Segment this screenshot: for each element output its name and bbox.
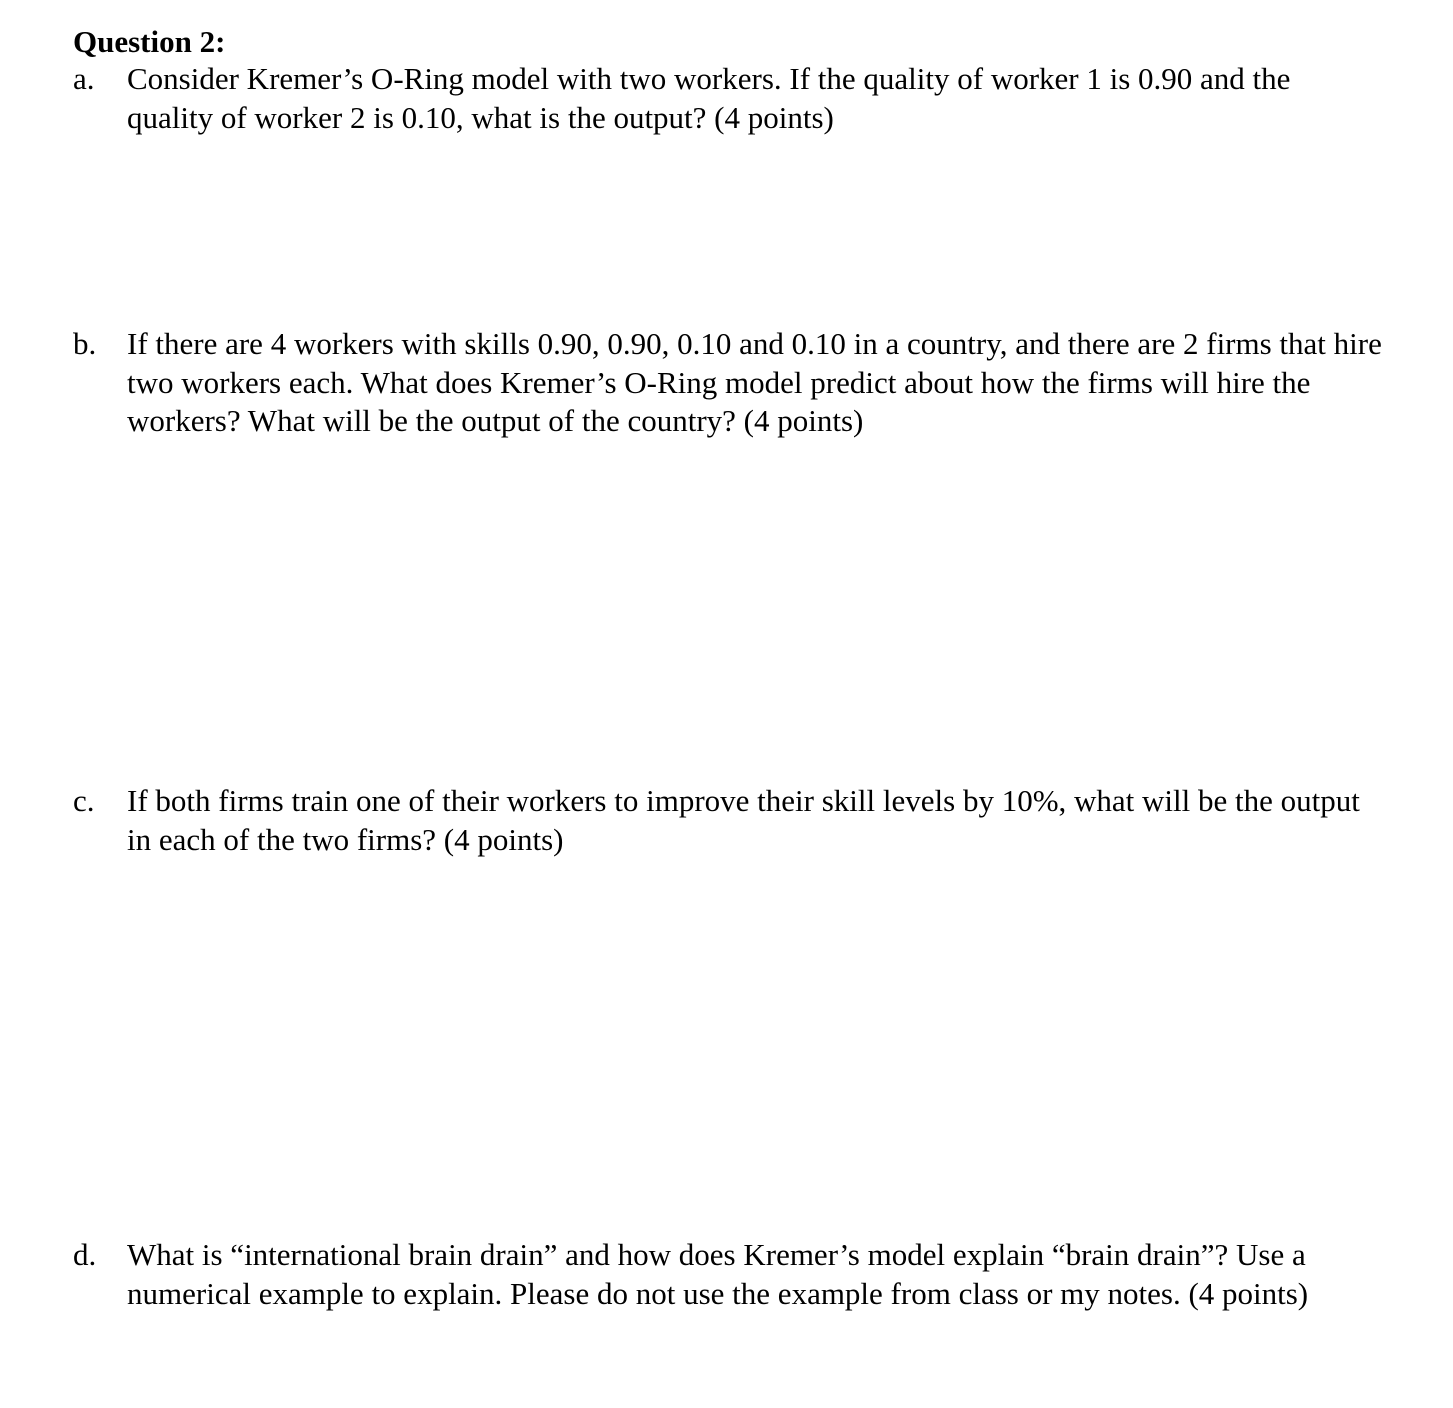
part-b-label: b.	[73, 326, 97, 361]
part-c-label: c.	[73, 783, 95, 818]
part-d-text: What is “international brain drain” and how does Kremer’s model explain “brain drain”? Use a numerical example to explain. Please do not use the example from class or my notes. (4 points)	[127, 1237, 1309, 1311]
question-part-a	[73, 60, 1383, 137]
part-c-text: If both firms train one of their workers to improve their skill levels by 10%, what will be the output in each of the two firms? (4 points)	[127, 783, 1360, 857]
part-a-label: a.	[73, 61, 95, 96]
part-d-label: d.	[73, 1237, 97, 1272]
part-a-text: Consider Kremer’s O-Ring model with two workers. If the quality of worker 1 is 0.90 and the quality of worker 2 is 0.10, what is the output? (4 points)	[127, 61, 1291, 135]
question-heading: Question 2:	[73, 24, 226, 59]
question-part-b	[73, 325, 1383, 441]
part-b-text: If there are 4 workers with skills 0.90, 0.90, 0.10 and 0.10 in a country, and there are 2 firms that hire two workers each. What does Kremer’s O-Ring model predict about how the firms will hire the workers? What will be the output of the country? (4 points)	[127, 326, 1382, 438]
question-part-d	[73, 1236, 1383, 1313]
question-part-c	[73, 782, 1383, 859]
